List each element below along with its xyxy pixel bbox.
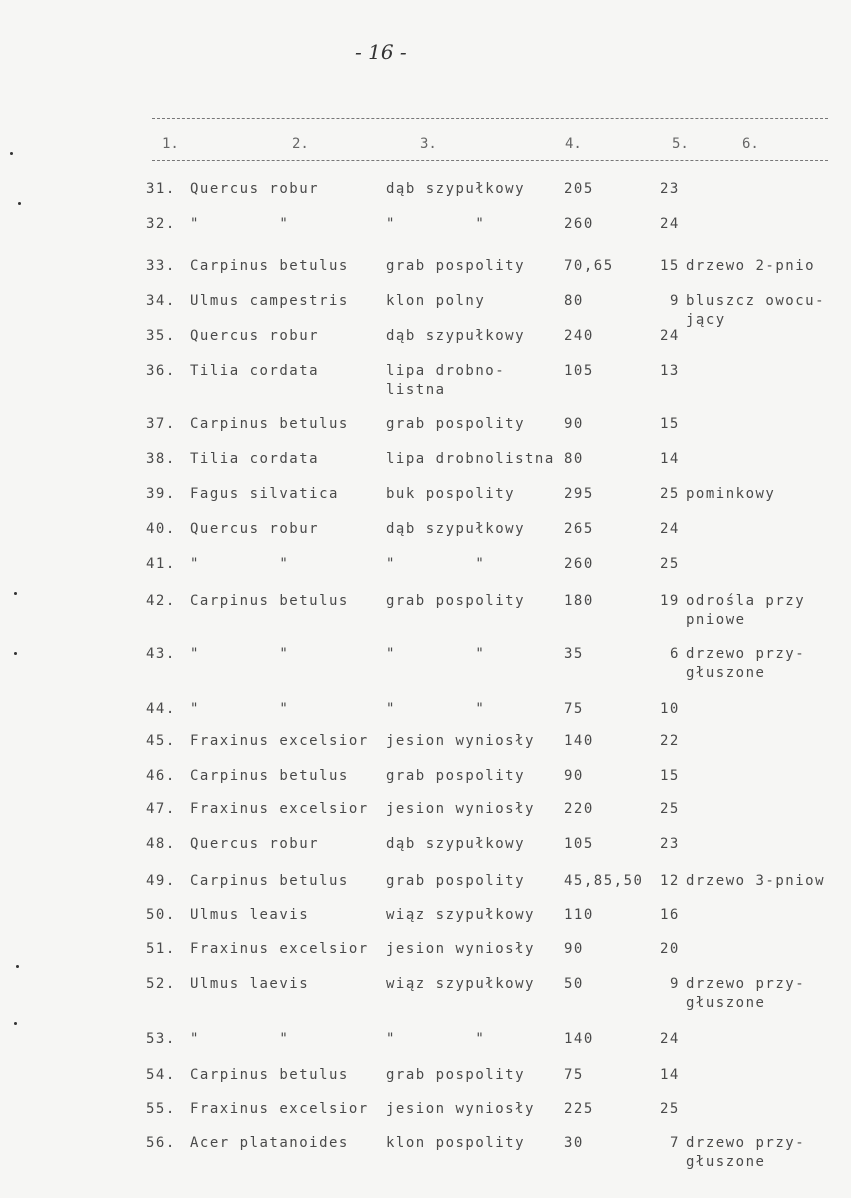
row-45-no: 45. bbox=[146, 733, 176, 749]
row-51-c4: 90 bbox=[564, 941, 584, 957]
row-35-c5: 24 bbox=[660, 328, 680, 344]
row-47-c4: 220 bbox=[564, 801, 594, 817]
row-55-latin: Fraxinus excelsior bbox=[190, 1101, 369, 1117]
row-56-polish: klon pospolity bbox=[386, 1135, 526, 1151]
row-39-no: 39. bbox=[146, 486, 176, 502]
row-42-latin: Carpinus betulus bbox=[190, 593, 349, 609]
row-52-no: 52. bbox=[146, 976, 176, 992]
row-38-no: 38. bbox=[146, 451, 176, 467]
row-42-c5: 19 bbox=[660, 593, 680, 609]
row-49-c4: 45,85,50 bbox=[564, 873, 644, 889]
row-55-polish: jesion wyniosły bbox=[386, 1101, 535, 1117]
row-49-latin: Carpinus betulus bbox=[190, 873, 349, 889]
row-48-polish: dąb szypułkowy bbox=[386, 836, 526, 852]
row-33-no: 33. bbox=[146, 258, 176, 274]
row-37-c4: 90 bbox=[564, 416, 584, 432]
row-42-no: 42. bbox=[146, 593, 176, 609]
row-44-c5: 10 bbox=[660, 701, 680, 717]
row-31-polish: dąb szypułkowy bbox=[386, 181, 526, 197]
row-35-latin: Quercus robur bbox=[190, 328, 320, 344]
row-31-c5: 23 bbox=[660, 181, 680, 197]
row-32-c5: 24 bbox=[660, 216, 680, 232]
row-56-no: 56. bbox=[146, 1135, 176, 1151]
row-36-c5: 13 bbox=[660, 363, 680, 379]
row-40-polish: dąb szypułkowy bbox=[386, 521, 526, 537]
row-34-c5: 9 bbox=[670, 293, 680, 309]
row-51-latin: Fraxinus excelsior bbox=[190, 941, 369, 957]
row-39-c6: pominkowy bbox=[686, 486, 776, 502]
row-31-latin: Quercus robur bbox=[190, 181, 320, 197]
row-33-c4: 70,65 bbox=[564, 258, 614, 274]
row-41-latin: " " bbox=[190, 556, 290, 572]
row-36-no: 36. bbox=[146, 363, 176, 379]
row-44-polish: " " bbox=[386, 701, 486, 717]
row-53-no: 53. bbox=[146, 1031, 176, 1047]
row-34-c4: 80 bbox=[564, 293, 584, 309]
row-54-latin: Carpinus betulus bbox=[190, 1067, 349, 1083]
row-47-latin: Fraxinus excelsior bbox=[190, 801, 369, 817]
margin-mark bbox=[10, 152, 13, 155]
row-55-no: 55. bbox=[146, 1101, 176, 1117]
row-39-polish: buk pospolity bbox=[386, 486, 516, 502]
row-37-c5: 15 bbox=[660, 416, 680, 432]
row-41-c4: 260 bbox=[564, 556, 594, 572]
margin-mark bbox=[14, 652, 17, 655]
row-35-no: 35. bbox=[146, 328, 176, 344]
row-52-c5: 9 bbox=[670, 976, 680, 992]
column-header-6: 6. bbox=[742, 136, 759, 152]
row-44-no: 44. bbox=[146, 701, 176, 717]
row-42-c6: odrośla przy pniowe bbox=[686, 593, 806, 628]
row-39-c5: 25 bbox=[660, 486, 680, 502]
row-45-latin: Fraxinus excelsior bbox=[190, 733, 369, 749]
row-48-c4: 105 bbox=[564, 836, 594, 852]
column-header-1: 1. bbox=[162, 136, 179, 152]
row-37-no: 37. bbox=[146, 416, 176, 432]
margin-mark bbox=[18, 202, 21, 205]
row-32-no: 32. bbox=[146, 216, 176, 232]
row-51-c5: 20 bbox=[660, 941, 680, 957]
row-38-latin: Tilia cordata bbox=[190, 451, 320, 467]
row-52-latin: Ulmus laevis bbox=[190, 976, 310, 992]
row-50-polish: wiąz szypułkowy bbox=[386, 907, 535, 923]
table-header-rule bbox=[152, 160, 828, 161]
row-41-polish: " " bbox=[386, 556, 486, 572]
margin-mark bbox=[14, 592, 17, 595]
row-56-c4: 30 bbox=[564, 1135, 584, 1151]
row-39-c4: 295 bbox=[564, 486, 594, 502]
row-45-polish: jesion wyniosły bbox=[386, 733, 535, 749]
row-33-c5: 15 bbox=[660, 258, 680, 274]
row-32-polish: " " bbox=[386, 216, 486, 232]
row-50-latin: Ulmus leavis bbox=[190, 907, 310, 923]
row-43-polish: " " bbox=[386, 646, 486, 662]
row-40-c5: 24 bbox=[660, 521, 680, 537]
row-47-c5: 25 bbox=[660, 801, 680, 817]
row-32-latin: " " bbox=[190, 216, 290, 232]
row-43-latin: " " bbox=[190, 646, 290, 662]
row-38-polish: lipa drobnolistna bbox=[386, 451, 555, 467]
margin-mark bbox=[14, 1022, 17, 1025]
row-45-c5: 22 bbox=[660, 733, 680, 749]
row-53-polish: " " bbox=[386, 1031, 486, 1047]
row-54-no: 54. bbox=[146, 1067, 176, 1083]
row-46-c4: 90 bbox=[564, 768, 584, 784]
column-header-4: 4. bbox=[565, 136, 582, 152]
row-38-c4: 80 bbox=[564, 451, 584, 467]
row-56-c6: drzewo przy- głuszone bbox=[686, 1135, 806, 1170]
row-46-latin: Carpinus betulus bbox=[190, 768, 349, 784]
row-41-no: 41. bbox=[146, 556, 176, 572]
row-41-c5: 25 bbox=[660, 556, 680, 572]
row-56-c5: 7 bbox=[670, 1135, 680, 1151]
row-50-c5: 16 bbox=[660, 907, 680, 923]
row-56-latin: Acer platanoides bbox=[190, 1135, 349, 1151]
row-53-latin: " " bbox=[190, 1031, 290, 1047]
row-50-no: 50. bbox=[146, 907, 176, 923]
column-header-5: 5. bbox=[672, 136, 689, 152]
row-46-c5: 15 bbox=[660, 768, 680, 784]
row-44-latin: " " bbox=[190, 701, 290, 717]
row-54-polish: grab pospolity bbox=[386, 1067, 526, 1083]
row-47-polish: jesion wyniosły bbox=[386, 801, 535, 817]
row-45-c4: 140 bbox=[564, 733, 594, 749]
row-48-latin: Quercus robur bbox=[190, 836, 320, 852]
row-52-c4: 50 bbox=[564, 976, 584, 992]
row-37-latin: Carpinus betulus bbox=[190, 416, 349, 432]
row-51-no: 51. bbox=[146, 941, 176, 957]
row-49-c5: 12 bbox=[660, 873, 680, 889]
row-31-no: 31. bbox=[146, 181, 176, 197]
page-number: - 16 - bbox=[355, 40, 407, 64]
row-33-polish: grab pospolity bbox=[386, 258, 526, 274]
row-55-c5: 25 bbox=[660, 1101, 680, 1117]
row-52-polish: wiąz szypułkowy bbox=[386, 976, 535, 992]
row-40-c4: 265 bbox=[564, 521, 594, 537]
row-36-latin: Tilia cordata bbox=[190, 363, 320, 379]
row-51-polish: jesion wyniosły bbox=[386, 941, 535, 957]
row-32-c4: 260 bbox=[564, 216, 594, 232]
row-48-c5: 23 bbox=[660, 836, 680, 852]
row-50-c4: 110 bbox=[564, 907, 594, 923]
row-46-no: 46. bbox=[146, 768, 176, 784]
row-53-c5: 24 bbox=[660, 1031, 680, 1047]
row-33-latin: Carpinus betulus bbox=[190, 258, 349, 274]
row-40-no: 40. bbox=[146, 521, 176, 537]
row-37-polish: grab pospolity bbox=[386, 416, 526, 432]
row-54-c5: 14 bbox=[660, 1067, 680, 1083]
row-49-c6: drzewo 3-pniow bbox=[686, 873, 826, 889]
row-36-polish: lipa drobno- listna bbox=[386, 363, 506, 398]
row-42-polish: grab pospolity bbox=[386, 593, 526, 609]
row-43-no: 43. bbox=[146, 646, 176, 662]
row-36-c4: 105 bbox=[564, 363, 594, 379]
row-43-c4: 35 bbox=[564, 646, 584, 662]
row-31-c4: 205 bbox=[564, 181, 594, 197]
row-43-c6: drzewo przy- głuszone bbox=[686, 646, 806, 681]
row-42-c4: 180 bbox=[564, 593, 594, 609]
table-top-rule bbox=[152, 118, 828, 119]
row-49-no: 49. bbox=[146, 873, 176, 889]
row-54-c4: 75 bbox=[564, 1067, 584, 1083]
row-43-c5: 6 bbox=[670, 646, 680, 662]
row-52-c6: drzewo przy- głuszone bbox=[686, 976, 806, 1011]
row-34-c6: bluszcz owocu- jący bbox=[686, 293, 826, 328]
row-44-c4: 75 bbox=[564, 701, 584, 717]
row-46-polish: grab pospolity bbox=[386, 768, 526, 784]
row-35-polish: dąb szypułkowy bbox=[386, 328, 526, 344]
row-38-c5: 14 bbox=[660, 451, 680, 467]
row-40-latin: Quercus robur bbox=[190, 521, 320, 537]
row-47-no: 47. bbox=[146, 801, 176, 817]
column-header-2: 2. bbox=[292, 136, 309, 152]
row-34-polish: klon polny bbox=[386, 293, 486, 309]
row-35-c4: 240 bbox=[564, 328, 594, 344]
row-49-polish: grab pospolity bbox=[386, 873, 526, 889]
row-33-c6: drzewo 2-pnio bbox=[686, 258, 816, 274]
row-48-no: 48. bbox=[146, 836, 176, 852]
row-39-latin: Fagus silvatica bbox=[190, 486, 339, 502]
row-55-c4: 225 bbox=[564, 1101, 594, 1117]
margin-mark bbox=[16, 965, 19, 968]
row-53-c4: 140 bbox=[564, 1031, 594, 1047]
row-34-no: 34. bbox=[146, 293, 176, 309]
row-34-latin: Ulmus campestris bbox=[190, 293, 349, 309]
column-header-3: 3. bbox=[420, 136, 437, 152]
